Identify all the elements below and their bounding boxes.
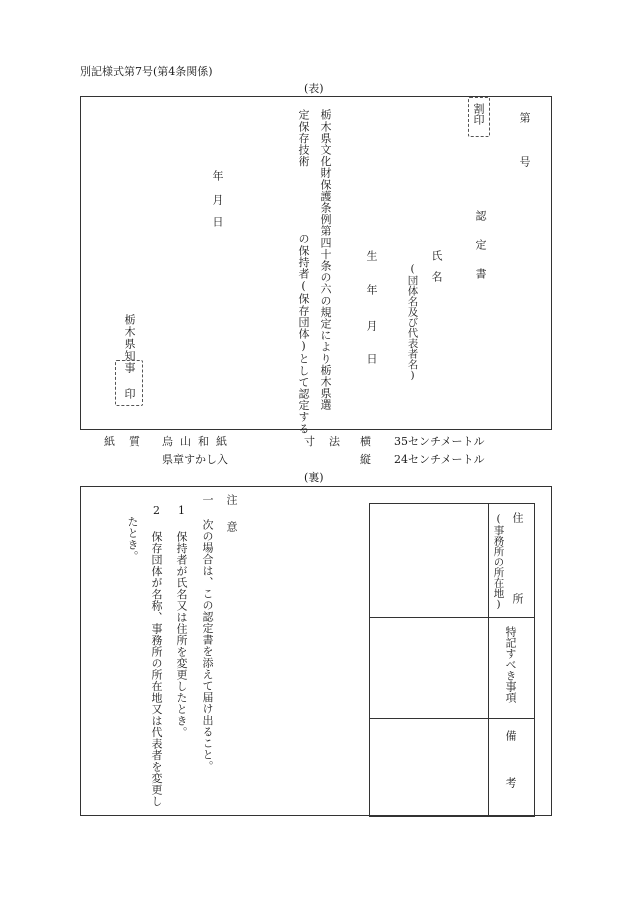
form-title: 別記様式第7号(第4条関係) xyxy=(80,65,213,78)
seal-label: 印 xyxy=(123,388,136,399)
table-column-divider xyxy=(488,503,489,816)
address-label: 住所 xyxy=(511,512,524,674)
paper-value: 烏山和紙 xyxy=(162,435,234,448)
table-row-divider-2 xyxy=(369,718,535,719)
remarks-label: 備考 xyxy=(504,730,517,824)
note-main: 次の場合は、この認定書を添えて届け出ること。 xyxy=(201,519,214,772)
date-nen: 年 xyxy=(211,170,224,181)
body-line3: の保持者(保存団体)として認定する xyxy=(297,233,310,435)
name-label: 氏名 xyxy=(430,250,443,292)
number-dai: 第 xyxy=(518,112,531,123)
name-note: (団体名及び代表者名) xyxy=(406,263,419,382)
birth-hi: 日 xyxy=(365,353,378,364)
body-line1: 栃木県文化財保護条例第四十条の六の規定により栃木県選 xyxy=(319,109,332,411)
birth-sei: 生 xyxy=(365,250,378,261)
special-label: 特記すべき事項 xyxy=(504,626,517,703)
note2-b: たとき。 xyxy=(126,516,139,562)
note1: 保持者が氏名又は住所を変更したとき。 xyxy=(175,531,188,738)
note-main-num: 一 xyxy=(201,494,214,505)
note2-a: 保存団体が名称、事務所の所在地又は代表者を変更し xyxy=(150,531,163,807)
paper-label: 紙質 xyxy=(104,435,154,448)
address-note: (事務所の所在地) xyxy=(492,513,505,611)
note1-num: 1 xyxy=(175,504,188,517)
size-label: 寸法 xyxy=(304,435,354,448)
seal-box xyxy=(115,360,143,406)
number-go: 号 xyxy=(518,156,531,167)
issuer: 栃木県知事 xyxy=(123,314,136,374)
date-hi: 日 xyxy=(211,216,224,227)
date-tsuki: 月 xyxy=(211,194,224,205)
birth-tsuki: 月 xyxy=(365,320,378,331)
front-label: (表) xyxy=(304,82,324,95)
birth-nen: 年 xyxy=(365,284,378,295)
width-label: 横 xyxy=(360,435,371,448)
watermark: 県章すかし入 xyxy=(162,453,228,466)
body-line2: 定保存技術 xyxy=(297,109,310,167)
certificate-title: 認定書 xyxy=(474,210,487,297)
back-label: (裏) xyxy=(304,471,324,484)
width-value: 35センチメートル xyxy=(394,435,485,448)
height-value: 24センチメートル xyxy=(394,453,485,466)
note2-num: 2 xyxy=(150,504,163,517)
wariin-label: 割印 xyxy=(472,103,485,125)
height-label: 縦 xyxy=(360,453,371,466)
notes-title: 注意 xyxy=(225,494,238,548)
